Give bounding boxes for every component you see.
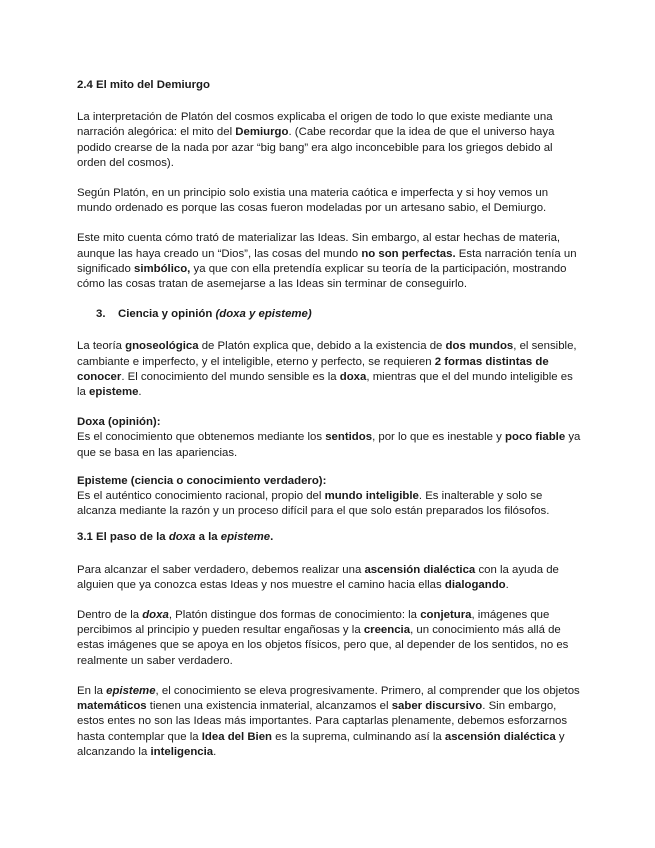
text-run: La teoría — [77, 340, 126, 353]
text-run: . — [213, 745, 217, 758]
bold-term: sentidos — [325, 431, 373, 444]
bold-term: poco fiable — [505, 431, 566, 444]
text-run: En la — [77, 684, 107, 697]
text-run: , imágenes que percibimos al principio y pueden resultar engañosas y la — [77, 609, 550, 637]
text-run: es la suprema, culminando así la — [272, 730, 445, 743]
paragraph-gnoseologica — [77, 339, 582, 400]
section-title: Ciencia y opinión — [118, 308, 216, 321]
bold-term: matemáticos — [77, 700, 147, 713]
section-number: 3. — [96, 308, 106, 321]
doxa-heading — [77, 415, 582, 430]
text-run: La interpretación de Platón del cosmos explicaba el origen de todo lo que existe mediante una narración alegórica: el mito del — [77, 111, 553, 139]
text-run: , mientras que el del mundo inteligible es la — [77, 370, 573, 399]
section-heading-text: 2.4 El mito del Demiurgo — [77, 79, 210, 91]
text-run: ya que se basa en las apariencias. — [77, 431, 581, 459]
text-run: Esta narración tenía un significado — [77, 247, 577, 275]
bold-term: creencia — [363, 624, 411, 637]
section-title-italic: (doxa y episteme) — [215, 308, 312, 321]
text-run: , un conocimiento más allá de estas imágenes que se apoya en los objetos físicos, pero que, al depender de los sentidos, no es realmente un saber verdadero. — [77, 624, 569, 667]
text-run: tienen una existencia inmaterial, alcanzamos el — [146, 700, 392, 713]
text-run: de Platón explica que, debido a la existencia de — [198, 340, 446, 353]
bold-italic-term: episteme — [106, 684, 156, 697]
text-run: . Es inalterable y solo se alcanza mediante la razón y un proceso difícil para el que solo están preparados los filósofos. — [77, 490, 550, 518]
section-heading-2-4 — [77, 78, 582, 93]
bold-term: simbólico, — [134, 262, 191, 275]
italic-term: episteme — [220, 531, 271, 544]
paragraph-episteme-progresion — [77, 684, 582, 760]
paragraph-materia-caotica — [77, 186, 582, 216]
section-heading-3 — [96, 307, 582, 322]
text-run: . — [138, 386, 142, 399]
text-run: Es el conocimiento que obtenemos mediante los — [77, 431, 326, 444]
document-page — [77, 78, 582, 760]
paragraph-mito-ideas — [77, 231, 582, 292]
text-run: . Sin embargo, estos entes no son las Ideas más importantes. Para captarlas plenamente, debemos esforzarnos hasta contemplar que la — [77, 700, 568, 743]
section-heading-3-1 — [77, 530, 582, 545]
episteme-heading-text: Episteme (ciencia o conocimiento verdadero): — [77, 474, 327, 487]
bold-italic-term: doxa — [142, 609, 169, 622]
bold-term: ascensión dialéctica — [364, 563, 476, 576]
bold-term: 2 formas distintas de conocer — [77, 355, 549, 383]
text-run: Para alcanzar el saber verdadero, debemos realizar una — [77, 563, 365, 576]
italic-term: doxa — [168, 531, 196, 544]
bold-term: Idea del Bien — [201, 730, 273, 743]
text-run: con la ayuda de alguien que ya conozca estas Ideas y nos muestre el camino hacia ellas — [77, 563, 559, 591]
text-run: . El conocimiento del mundo sensible es la — [121, 370, 340, 383]
text-run: , por lo que es inestable y — [372, 431, 506, 444]
text-run: a la — [195, 531, 221, 544]
paragraph-episteme — [77, 489, 582, 519]
text-run: , el conocimiento se eleva progresivamente. Primero, al comprender que los objetos — [155, 684, 580, 697]
text-run: , Platón distingue dos formas de conocimiento: la — [168, 609, 421, 622]
text-run: . (Cabe recordar que la idea de que el universo haya podido crearse de la nada por azar “big bang” era algo inconcebible para los griegos debido al orden del cosmos). — [77, 126, 555, 169]
bold-term: doxa — [339, 370, 367, 383]
bold-term: gnoseológica — [125, 340, 199, 353]
text-run: ya que con ella pretendía explicar su teoría de la participación, mostrando cómo las cosas tratan de asemejarse a las Ideas sin terminar de conseguirlo. — [77, 262, 567, 291]
bold-term: conjetura — [420, 609, 472, 622]
text-run: Dentro de la — [77, 609, 143, 622]
text-run: . — [270, 531, 274, 544]
episteme-heading — [77, 474, 582, 489]
bold-term: dos mundos — [445, 340, 514, 353]
paragraph-ascension — [77, 563, 582, 593]
bold-term: ascensión dialéctica — [444, 730, 556, 743]
text-run: y alcanzando la — [77, 730, 565, 758]
paragraph-doxa-formas — [77, 608, 582, 669]
text-run: Según Platón, en un principio solo existia una materia caótica e imperfecta y si hoy vemos un mundo ordenado es porque las cosas fueron modeladas por un artesano sabio, el Demiurgo. — [77, 187, 549, 215]
text-run: Es el auténtico conocimiento racional, propio del — [77, 490, 325, 503]
doxa-heading-text: Doxa (opinión): — [77, 416, 161, 429]
bold-term: saber discursivo — [391, 700, 483, 713]
text-run: 3.1 El paso de la — [77, 531, 169, 544]
text-run: . — [505, 578, 509, 591]
bold-term: inteligencia — [150, 745, 214, 758]
bold-term: episteme — [89, 386, 139, 399]
bold-term: no son perfectas. — [361, 247, 456, 260]
bold-term: dialogando — [444, 578, 506, 591]
bold-term: mundo inteligible — [324, 490, 419, 503]
paragraph-demiurgo-intro — [77, 110, 582, 171]
text-run: Este mito cuenta cómo trató de materializar las Ideas. Sin embargo, al estar hechas de materia, aunque las haya creado un “Dios”, las cosas del mundo — [77, 232, 561, 260]
bold-term: Demiurgo — [235, 126, 289, 139]
paragraph-doxa — [77, 430, 582, 460]
text-run: , el sensible, cambiante e imperfecto, y el inteligible, eterno y perfecto, se requieren — [77, 340, 577, 368]
